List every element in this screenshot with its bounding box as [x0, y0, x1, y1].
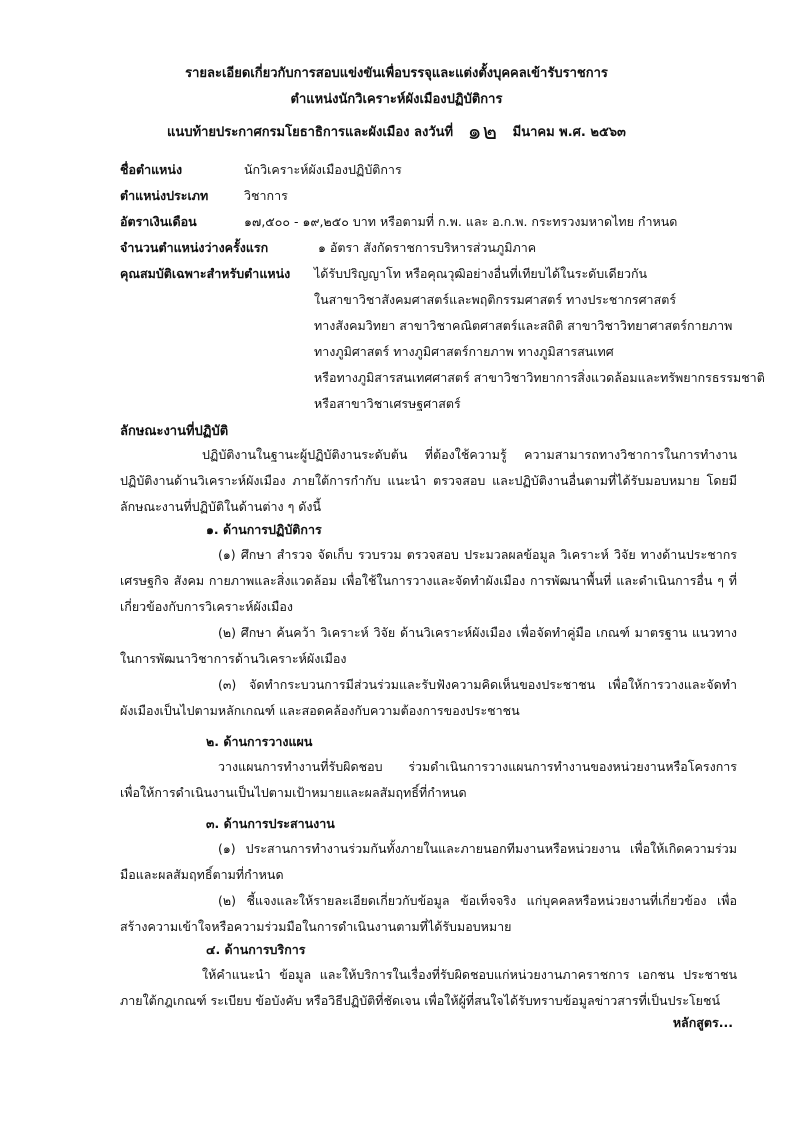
- salary-row: [120, 212, 677, 232]
- qualification-line: หรือทางภูมิสารสนเทศศาสตร์ สาขาวิชาวิทยาการสิ่งแวดล้อมและทรัพยากรธรรมชาติ: [314, 370, 765, 385]
- section-1-item-1: (๑) ศึกษา สำรวจ จัดเก็บ รวบรวม ตรวจสอบ ประมวลผลข้อมูล วิเคราะห์ วิจัย ทางด้านประชากร เศรษฐกิจ สังคม กายภาพและสิ่งแวดล้อม เพื่อใช้ในการวางและจัดทำผังเมือง การพัฒนาพื้นที่ และดำเนินการอื่น ๆ ที่เกี่ยวข้องกับการวิเคราะห์ผังเมือง: [120, 547, 737, 614]
- qualification-line: ในสาขาวิชาสังคมศาสตร์และพฤติกรรมศาสตร์ ทางประชากรศาสตร์: [314, 292, 677, 307]
- salary-value: ๑๗,๕๐๐ - ๑๙,๒๕๐ บาท หรือตามที่ ก.พ. และ อ.ก.พ. กระทรวงมหาดไทย กำหนด: [243, 214, 678, 229]
- vacancy-row: [120, 238, 536, 258]
- position-name-value: นักวิเคราะห์ผังเมืองปฏิบัติการ: [243, 162, 402, 177]
- section-3-title: ๓. ด้านการประสานงาน: [206, 816, 335, 831]
- qualification-line: ได้รับปริญญาโท หรือคุณวุฒิอย่างอื่นที่เทียบได้ในระดับเดียวกัน: [314, 266, 648, 281]
- job-nature-intro: ปฏิบัติงานในฐานะผู้ปฏิบัติงานระดับต้น ที่ต้องใช้ความรู้ ความสามารถทางวิชาการในการทำงาน ปฏิบัติงานด้านวิเคราะห์ผังเมือง ภายใต้การกำกับ แนะนำ ตรวจสอบ และปฏิบัติงานอื่นตามที่ได้รับมอบหมาย โดยมีลักษณะงานที่ปฏิบัติในด้านต่าง ๆ ดังนี้: [120, 447, 737, 514]
- announcement-day: ๑๒: [467, 120, 499, 145]
- vacancy-label: จำนวนตำแหน่งว่างครั้งแรก: [120, 240, 269, 255]
- position-type-value: วิชาการ: [243, 188, 288, 203]
- position-type-row: [120, 186, 288, 206]
- section-1-item-2: (๒) ศึกษา ค้นคว้า วิเคราะห์ วิจัย ด้านวิเคราะห์ผังเมือง เพื่อจัดทำคู่มือ เกณฑ์ มาตรฐาน แนวทาง ในการพัฒนาวิชาการด้านวิเคราะห์ผังเมือง: [120, 625, 737, 666]
- section-3-item-2: (๒) ชี้แจงและให้รายละเอียดเกี่ยวกับข้อมูล ข้อเท็จจริง แก่บุคคลหรือหน่วยงานที่เกี่ยวข้อง เพื่อสร้างความเข้าใจหรือความร่วมมือในการดำเนินงานตามที่ได้รับมอบหมาย: [120, 893, 737, 934]
- position-name-label: ชื่อตำแหน่ง: [120, 162, 183, 177]
- doc-title-line-1: รายละเอียดเกี่ยวกับการสอบแข่งขันเพื่อบรรจุและแต่งตั้งบุคคลเข้ารับราชการ: [185, 66, 608, 81]
- doc-title-line-2: ตำแหน่งนักวิเคราะห์ผังเมืองปฏิบัติการ: [290, 92, 503, 107]
- section-1-title: ๑. ด้านการปฏิบัติการ: [206, 522, 322, 537]
- vacancy-value: ๑ อัตรา สังกัดราชการบริหารส่วนภูมิภาค: [317, 240, 537, 255]
- announcement-month-year: มีนาคม พ.ศ. ๒๕๖๓: [512, 125, 626, 140]
- section-2-title: ๒. ด้านการวางแผน: [206, 734, 313, 749]
- announcement-ref: แนบท้ายประกาศกรมโยธาธิการและผังเมือง ลงวันที่: [167, 125, 454, 140]
- continued-next-page: หลักสูตร...: [672, 1015, 733, 1030]
- section-2-item-1: วางแผนการทำงานที่รับผิดชอบ ร่วมดำเนินการวางแผนการทำงานของหน่วยงานหรือโครงการ เพื่อให้การดำเนินงานเป็นไปตามเป้าหมายและผลสัมฤทธิ์ที่กำหนด: [120, 759, 737, 800]
- job-nature-title: ลักษณะงานที่ปฏิบัติ: [120, 424, 229, 439]
- qualification-line: หรือสาขาวิชาเศรษฐศาสตร์: [314, 396, 461, 411]
- section-4-item-1: ให้คำแนะนำ ข้อมูล และให้บริการในเรื่องที่รับผิดชอบแก่หน่วยงานภาคราชการ เอกชน ประชาชน ภายใต้กฎเกณฑ์ ระเบียบ ข้อบังคับ หรือวิธีปฏิบัติที่ชัดเจน เพื่อให้ผู้ที่สนใจได้รับทราบข้อมูลข่าวสารที่เป็นประโยชน์: [120, 967, 737, 1008]
- qualification-label-row: [120, 264, 290, 284]
- position-type-label: ตำแหน่งประเภท: [120, 188, 209, 203]
- qualification-line: ทางสังคมวิทยา สาขาวิชาคณิตศาสตร์และสถิติ สาขาวิชาวิทยาศาสตร์กายภาพ: [314, 318, 733, 333]
- position-name-row: [120, 160, 402, 180]
- section-4-title: ๔. ด้านการบริการ: [206, 942, 306, 957]
- section-1-item-3: (๓) จัดทำกระบวนการมีส่วนร่วมและรับฟังความคิดเห็นของประชาชน เพื่อให้การวางและจัดทำผังเมืองเป็นไปตามหลักเกณฑ์ และสอดคล้องกับความต้องการของประชาชน: [120, 677, 737, 718]
- qualification-line: ทางภูมิศาสตร์ ทางภูมิศาสตร์กายภาพ ทางภูมิสารสนเทศ: [314, 344, 614, 359]
- section-3-item-1: (๑) ประสานการทำงานร่วมกันทั้งภายในและภายนอกทีมงานหรือหน่วยงาน เพื่อให้เกิดความร่วมมือและผลสัมฤทธิ์ตามที่กำหนด: [120, 841, 737, 882]
- doc-title-line-3: [0, 114, 793, 149]
- qualification-label: คุณสมบัติเฉพาะสำหรับตำแหน่ง: [120, 266, 291, 281]
- salary-label: อัตราเงินเดือน: [120, 214, 197, 229]
